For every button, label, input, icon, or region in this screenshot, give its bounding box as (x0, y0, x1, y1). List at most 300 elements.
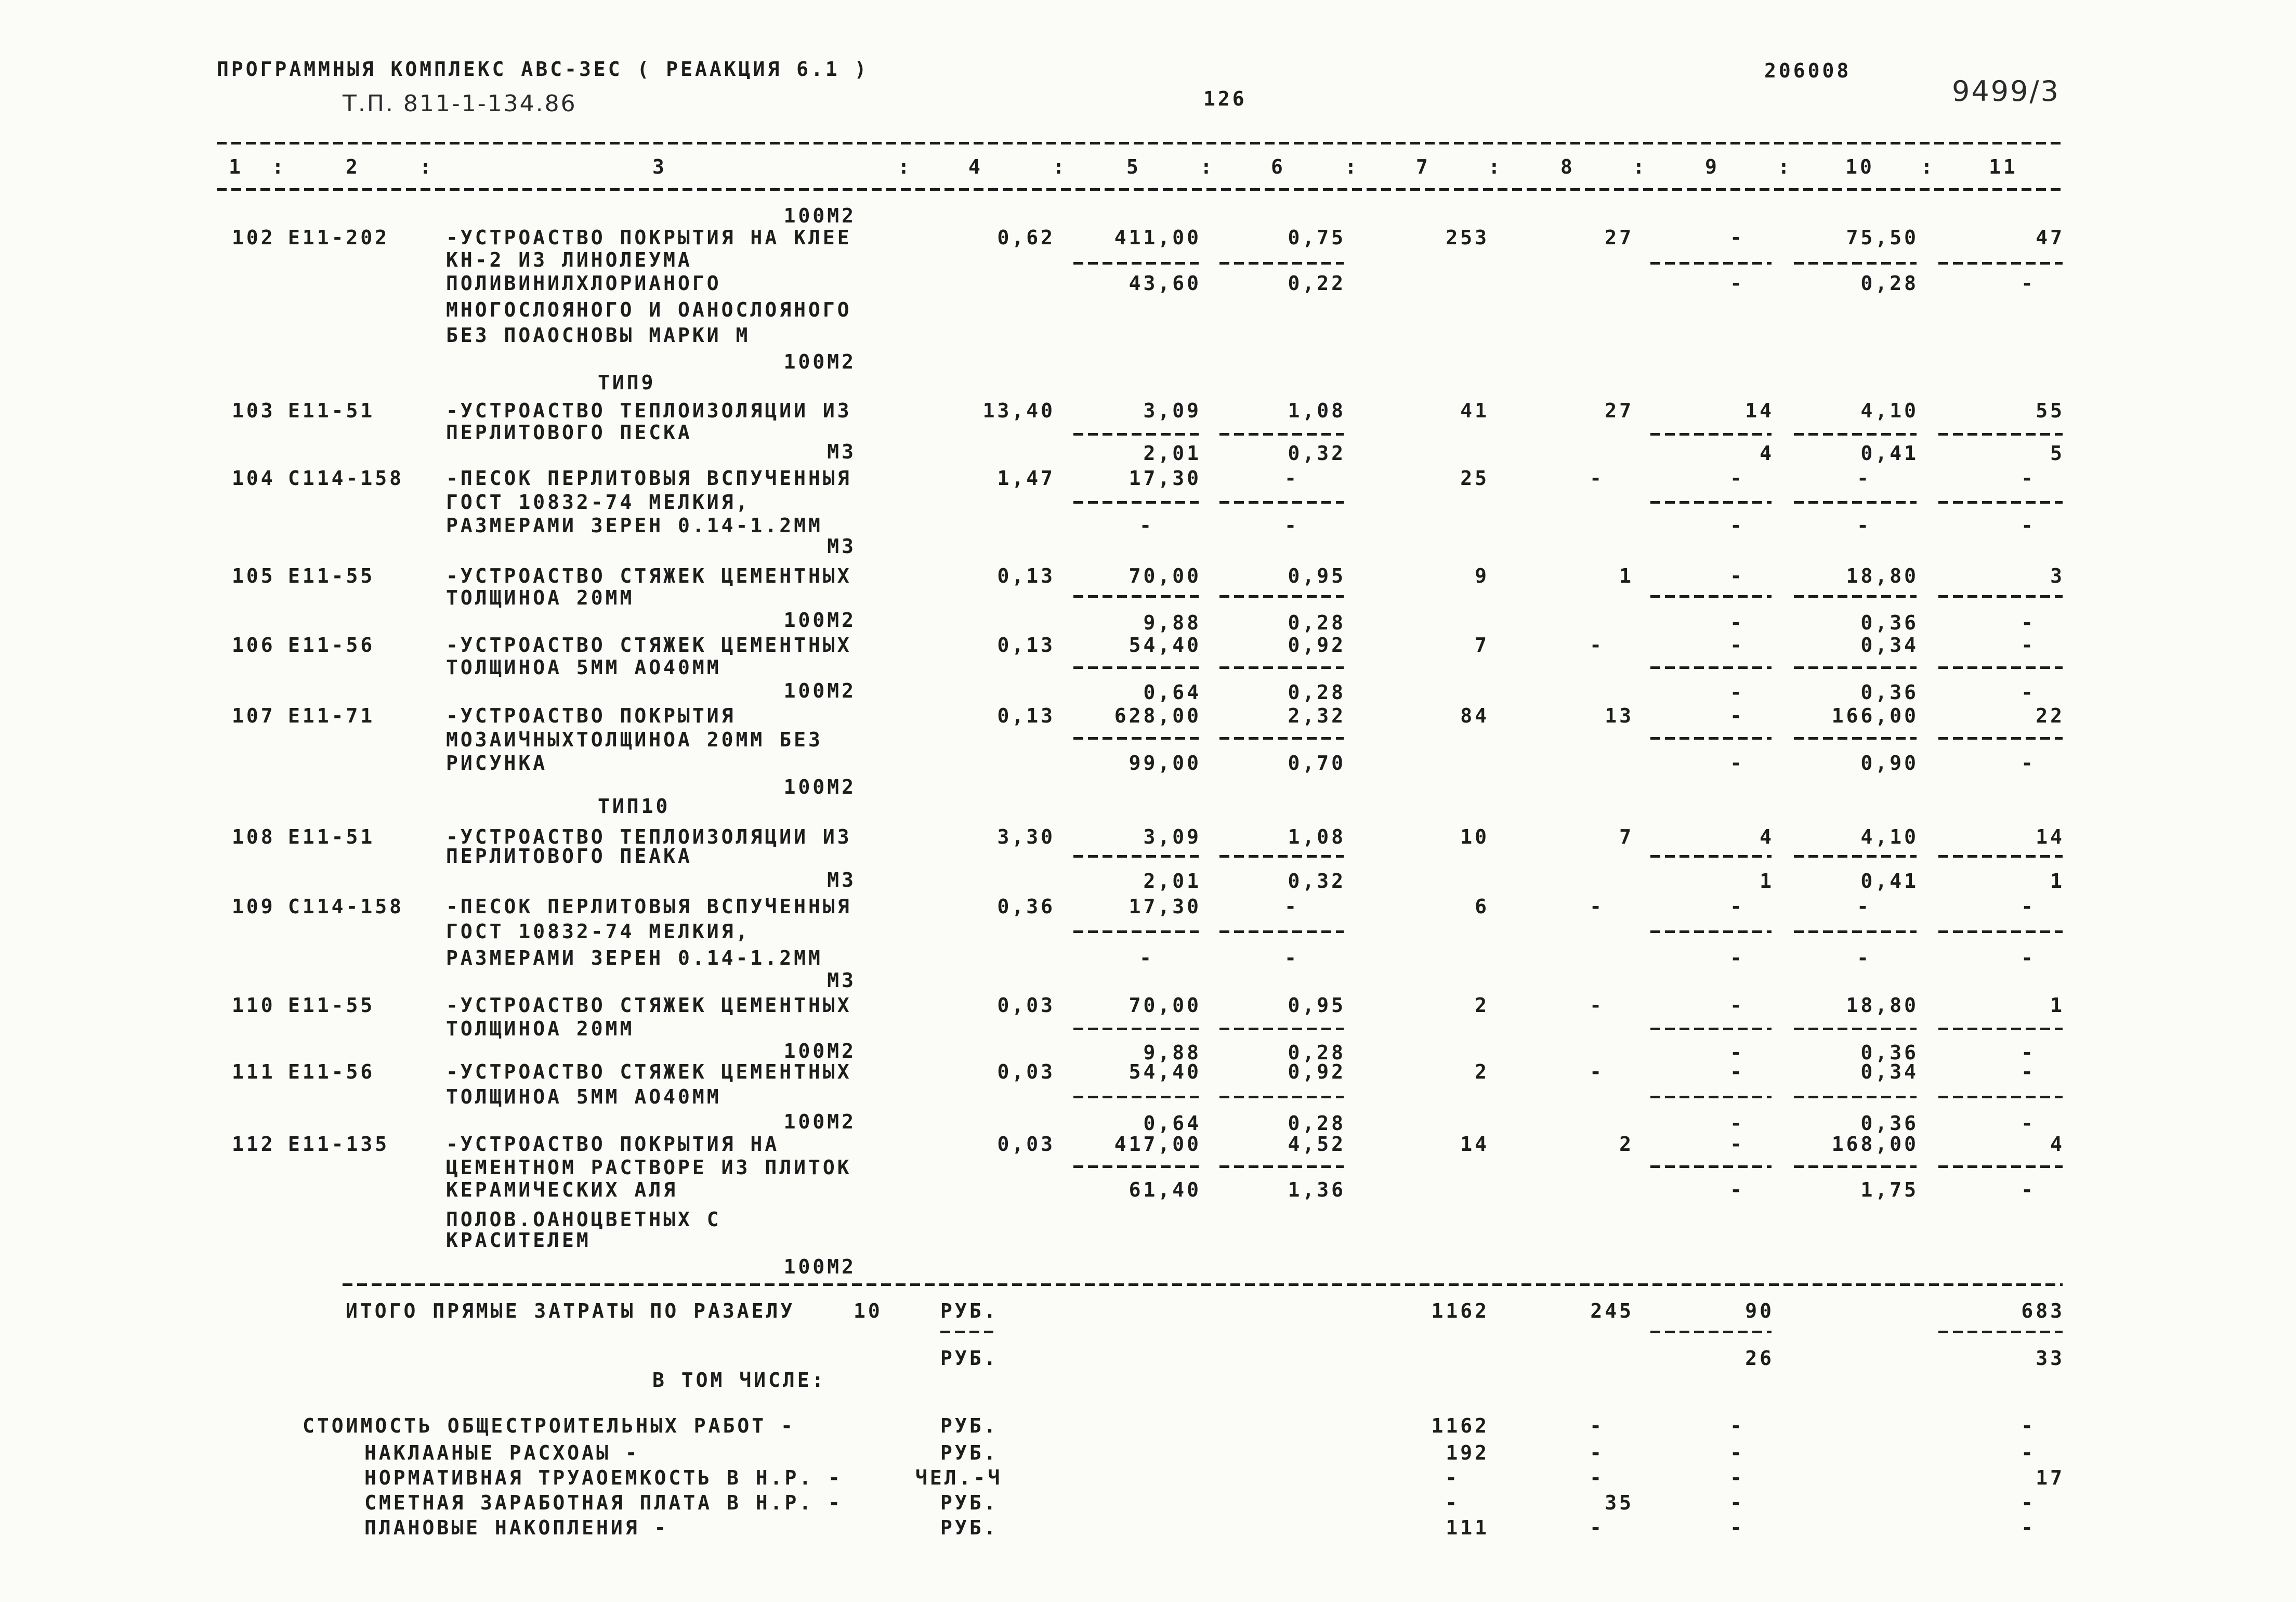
item-description-line: -УСТРОАСТВО СТЯЖЕК ЦЕМЕНТНЫХ (446, 994, 852, 1017)
totals-c9-rule (1650, 1331, 1772, 1333)
summary-label: ПЛАНОВЫЕ НАКОПЛЕНИЯ - (364, 1516, 669, 1539)
item-c11-value: - (2021, 634, 2036, 656)
item-rate-code: С114-158 (288, 467, 404, 490)
item-c5-value-lower: 0,64 (1143, 681, 1201, 704)
item-c10-value-lower: 0,41 (1860, 442, 1919, 465)
summary-label: СМЕТНАЯ ЗАРАБОТНАЯ ПЛАТА В Н.Р. - (364, 1491, 843, 1514)
item-c10-rule (1794, 855, 1917, 858)
item-c10-value: 18,80 (1846, 564, 1919, 587)
item-c6-value-lower: 1,36 (1288, 1178, 1346, 1201)
handwritten-sheet-number: 9499/3 (1952, 75, 2060, 108)
item-description-line: РАЗМЕРАМИ ЗЕРЕН 0.14-1.2ММ (446, 947, 823, 969)
item-c6-rule (1219, 1028, 1344, 1030)
item-c10-rule (1794, 1096, 1917, 1098)
item-c5-rule (1073, 666, 1199, 669)
item-c11-value: 3 (2050, 564, 2065, 587)
item-c11-value: - (2021, 467, 2036, 490)
item-c9-value-lower: - (1730, 514, 1744, 537)
item-unit: 100М2 (783, 1040, 856, 1062)
item-c6-value: 1,08 (1288, 399, 1346, 422)
summary-unit: РУБ. (940, 1491, 999, 1514)
item-c11-rule (1938, 930, 2063, 933)
column-separator: : (1633, 155, 1647, 178)
item-c6-rule (1219, 595, 1344, 598)
item-c7-value: 9 (1475, 564, 1489, 587)
totals-rule (343, 1283, 2063, 1286)
summary-c11-value: - (2021, 1414, 2036, 1437)
item-description-line: ГОСТ 10832-74 МЕЛКИЯ, (446, 491, 751, 514)
column-header-4: 4 (968, 155, 983, 178)
item-c5-rule (1073, 1096, 1199, 1098)
summary-c7-value: 1162 (1431, 1414, 1489, 1437)
item-c6-rule (1219, 433, 1344, 436)
totals-c11-rule (1938, 1331, 2063, 1333)
header-rule-bottom (217, 188, 2062, 191)
item-c11-rule (1938, 737, 2063, 740)
item-description-line: ТОЛЩИНОА 20ММ (446, 586, 635, 609)
item-number: 106 (232, 634, 275, 656)
item-unit: М3 (827, 969, 856, 992)
item-number: 104 (232, 467, 275, 490)
page-number: 126 (1203, 87, 1247, 110)
handwritten-project-number: Т.П. 811-1-134.86 (343, 90, 577, 117)
column-header-10: 10 (1845, 155, 1874, 178)
item-c5-value: 628,00 (1114, 704, 1201, 727)
totals-unit: РУБ. (940, 1299, 999, 1322)
item-rate-code: Е11-202 (288, 226, 390, 249)
item-description-line: КЕРАМИЧЕСКИХ АЛЯ (446, 1178, 678, 1201)
item-c9-value: - (1730, 1060, 1744, 1083)
summary-c9-value: - (1730, 1516, 1744, 1539)
item-c10-value: 166,00 (1831, 704, 1919, 727)
totals-c8-value: 245 (1590, 1299, 1634, 1322)
summary-unit: ЧЕЛ.-Ч (915, 1466, 1003, 1489)
item-unit: 100М2 (783, 609, 856, 632)
item-c9-value: - (1730, 895, 1744, 918)
item-c5-value: 17,30 (1129, 467, 1201, 490)
item-c11-value-lower: - (2021, 1112, 2036, 1135)
item-c6-value: - (1284, 467, 1299, 490)
item-c10-value-lower: 0,90 (1860, 752, 1919, 774)
item-c5-rule (1073, 501, 1199, 504)
item-description-line: -УСТРОАСТВО ПОКРЫТИЯ НА КЛЕЕ (446, 226, 852, 249)
item-c10-value-lower: 1,75 (1860, 1178, 1919, 1201)
item-c9-rule (1650, 930, 1772, 933)
item-c9-value-lower: - (1730, 1112, 1744, 1135)
item-unit: 100М2 (783, 679, 856, 702)
item-description-line: -УСТРОАСТВО СТЯЖЕК ЦЕМЕНТНЫХ (446, 634, 852, 656)
item-c10-value-lower: 0,36 (1860, 1041, 1919, 1064)
item-c9-value: 4 (1760, 825, 1774, 848)
header-rule-top (217, 142, 2062, 145)
item-c6-value: 0,95 (1288, 994, 1346, 1017)
item-c8-value: - (1590, 467, 1604, 490)
item-c5-value: 54,40 (1129, 634, 1201, 656)
item-c5-rule (1073, 855, 1199, 858)
item-quantity: 0,03 (997, 1060, 1055, 1083)
item-number: 110 (232, 994, 275, 1017)
item-quantity: 0,03 (997, 1133, 1055, 1155)
item-c8-value: 2 (1619, 1133, 1634, 1155)
summary-unit: РУБ. (940, 1516, 999, 1539)
item-rate-code: Е11-51 (288, 399, 375, 422)
summary-label: СТОИМОСТЬ ОБЩЕСТРОИТЕЛЬНЫХ РАБОТ - (303, 1414, 795, 1437)
type-heading: ТИП9 (598, 371, 656, 394)
item-c11-rule (1938, 855, 2063, 858)
item-c5-value-lower: 61,40 (1129, 1178, 1201, 1201)
item-c10-value: 75,50 (1846, 226, 1919, 249)
totals-c7-value: 1162 (1431, 1299, 1489, 1322)
summary-c9-value: - (1730, 1414, 1744, 1437)
item-c9-value: 14 (1745, 399, 1774, 422)
summary-c8-value: - (1590, 1441, 1604, 1464)
item-number: 108 (232, 825, 275, 848)
item-description-line: КН-2 ИЗ ЛИНОЛЕУМА (446, 248, 692, 271)
item-c5-value-lower: 99,00 (1129, 752, 1201, 774)
summary-c7-value: 111 (1446, 1516, 1489, 1539)
item-c11-rule (1938, 1165, 2063, 1168)
item-number: 103 (232, 399, 275, 422)
item-description-line: -УСТРОАСТВО СТЯЖЕК ЦЕМЕНТНЫХ (446, 1060, 852, 1083)
column-separator: : (1053, 155, 1067, 178)
item-c8-value: 1 (1619, 564, 1634, 587)
item-c10-value: 18,80 (1846, 994, 1919, 1017)
item-description-line: ТОЛЩИНОА 5ММ АО40ММ (446, 1085, 721, 1108)
item-description-line: -ПЕСОК ПЕРЛИТОВЫЯ ВСПУЧЕННЫЯ (446, 467, 852, 490)
item-c11-rule (1938, 501, 2063, 504)
item-c6-rule (1219, 855, 1344, 858)
item-unit: 100М2 (783, 776, 856, 798)
item-quantity: 0,03 (997, 994, 1055, 1017)
summary-c8-value: - (1590, 1516, 1604, 1539)
item-c10-value-lower: 0,36 (1860, 1112, 1919, 1135)
item-c5-value: 54,40 (1129, 1060, 1201, 1083)
item-unit: 100М2 (783, 1255, 856, 1278)
item-c9-value: - (1730, 634, 1744, 656)
column-separator: : (898, 155, 912, 178)
item-c11-rule (1938, 433, 2063, 436)
item-c6-value: 0,95 (1288, 564, 1346, 587)
item-description-line: ПОЛИВИНИЛХЛОРИАНОГО (446, 272, 721, 295)
item-number: 109 (232, 895, 275, 918)
item-rate-code: Е11-55 (288, 564, 375, 587)
column-header-6: 6 (1271, 155, 1285, 178)
item-description-line: -УСТРОАСТВО ТЕПЛОИЗОЛЯЦИИ ИЗ (446, 399, 852, 422)
item-c5-value: 3,09 (1143, 399, 1201, 422)
item-c8-value: 27 (1605, 226, 1634, 249)
item-c10-rule (1794, 1165, 1917, 1168)
item-description-line: -УСТРОАСТВО ПОКРЫТИЯ (446, 704, 736, 727)
column-separator: : (1200, 155, 1215, 178)
item-c11-rule (1938, 262, 2063, 265)
totals-section-number: 10 (854, 1299, 883, 1322)
item-c10-value: 168,00 (1831, 1133, 1919, 1155)
item-c10-value-lower: 0,41 (1860, 870, 1919, 892)
item-c10-value-lower: - (1857, 947, 1871, 969)
item-quantity: 3,30 (997, 825, 1055, 848)
item-c5-value-lower: 2,01 (1143, 870, 1201, 892)
item-c5-rule (1073, 262, 1199, 265)
item-c11-value: - (2021, 1060, 2036, 1083)
summary-c9-value: - (1730, 1491, 1744, 1514)
column-separator: : (419, 155, 434, 178)
item-c10-value-lower: 0,36 (1860, 611, 1919, 634)
program-header: ПРОГРАММНЫЯ КОМПЛЕКС АВС-ЗЕС ( РЕААКЦИЯ 6.1 ) (217, 58, 869, 81)
item-c9-value-lower: - (1730, 1178, 1744, 1201)
column-separator: : (272, 155, 286, 178)
item-description-line: -УСТРОАСТВО ПОКРЫТИЯ НА (446, 1133, 780, 1155)
item-c11-value: 4 (2050, 1133, 2065, 1155)
item-c6-rule (1219, 930, 1344, 933)
item-c5-rule (1073, 930, 1199, 933)
column-separator: : (1921, 155, 1935, 178)
item-c11-value-lower: - (2021, 272, 2036, 295)
item-c5-value-lower: 9,88 (1143, 1041, 1201, 1064)
item-c9-value-lower: - (1730, 947, 1744, 969)
item-c8-value: 7 (1619, 825, 1634, 848)
item-c9-rule (1650, 595, 1772, 598)
column-separator: : (1778, 155, 1792, 178)
item-c6-rule (1219, 737, 1344, 740)
column-header-1: 1 (229, 155, 243, 178)
item-c6-value-lower: 0,28 (1288, 681, 1346, 704)
totals-c11-value: 683 (2021, 1299, 2065, 1322)
item-description-line: ПЕРЛИТОВОГО ПЕАКА (446, 845, 692, 868)
item-quantity: 0,13 (997, 564, 1055, 587)
type-heading: ТИП10 (598, 795, 671, 818)
item-c11-value-lower: - (2021, 1178, 2036, 1201)
item-c6-value-lower: 0,70 (1288, 752, 1346, 774)
item-c7-value: 84 (1460, 704, 1489, 727)
item-c8-value: - (1590, 994, 1604, 1017)
item-c6-rule (1219, 501, 1344, 504)
item-c10-rule (1794, 433, 1917, 436)
item-c10-value: 0,34 (1860, 1060, 1919, 1083)
item-c5-value: 3,09 (1143, 825, 1201, 848)
item-c9-value-lower: - (1730, 272, 1744, 295)
item-quantity: 1,47 (997, 467, 1055, 490)
item-c7-value: 25 (1460, 467, 1489, 490)
item-number: 107 (232, 704, 275, 727)
item-quantity: 0,13 (997, 634, 1055, 656)
item-c8-value: - (1590, 895, 1604, 918)
item-description-line: МОЗАИЧНЫХТОЛЩИНОА 20ММ БЕЗ (446, 728, 823, 751)
item-unit: 100М2 (783, 350, 856, 373)
item-c5-value: 411,00 (1114, 226, 1201, 249)
item-c11-value-lower: - (2021, 681, 2036, 704)
item-c10-rule (1794, 737, 1917, 740)
column-header-9: 9 (1705, 155, 1720, 178)
item-c5-value-lower: 43,60 (1129, 272, 1201, 295)
item-c8-value: - (1590, 634, 1604, 656)
item-description-line: -УСТРОАСТВО ТЕПЛОИЗОЛЯЦИИ ИЗ (446, 825, 852, 848)
item-c10-rule (1794, 595, 1917, 598)
item-c9-rule (1650, 501, 1772, 504)
summary-c7-value: - (1445, 1466, 1460, 1489)
column-header-5: 5 (1126, 155, 1141, 178)
item-c6-rule (1219, 666, 1344, 669)
column-header-11: 11 (1989, 155, 2018, 178)
item-c10-value-lower: - (1857, 514, 1871, 537)
item-c5-value: 70,00 (1129, 564, 1201, 587)
item-c9-value: - (1730, 704, 1744, 727)
item-c7-value: 10 (1460, 825, 1489, 848)
item-c10-value: - (1857, 467, 1871, 490)
item-rate-code: Е11-51 (288, 825, 375, 848)
item-c6-value: - (1284, 895, 1299, 918)
totals-c9-value: 90 (1745, 1299, 1774, 1322)
summary-c8-value: 35 (1605, 1491, 1634, 1514)
item-c9-rule (1650, 1165, 1772, 1168)
document-code: 206008 (1764, 59, 1852, 82)
item-c6-value-lower: 0,32 (1288, 442, 1346, 465)
item-c6-value-lower: 0,32 (1288, 870, 1346, 892)
item-c9-value: - (1730, 564, 1744, 587)
item-c9-rule (1650, 855, 1772, 858)
item-c7-value: 2 (1475, 994, 1489, 1017)
item-unit: 100М2 (783, 1110, 856, 1133)
item-c8-value: 13 (1605, 704, 1634, 727)
item-c9-rule (1650, 737, 1772, 740)
item-c5-value-lower: - (1139, 514, 1154, 537)
summary-c11-value: - (2021, 1491, 2036, 1514)
item-c5-rule (1073, 595, 1199, 598)
item-c10-rule (1794, 262, 1917, 265)
item-description-line: ТОЛЩИНОА 20ММ (446, 1017, 635, 1040)
item-c9-value-lower: 4 (1760, 442, 1774, 465)
item-c6-value-lower: 0,28 (1288, 1041, 1346, 1064)
item-description-line: БЕЗ ПОАОСНОВЫ МАРКИ М (446, 324, 751, 347)
item-c6-value-lower: - (1284, 947, 1299, 969)
column-separator: : (1345, 155, 1359, 178)
item-c9-value-lower: - (1730, 752, 1744, 774)
item-c6-rule (1219, 1096, 1344, 1098)
item-c11-value: 1 (2050, 994, 2065, 1017)
column-header-3: 3 (652, 155, 667, 178)
item-c9-value-lower: - (1730, 611, 1744, 634)
item-quantity: 0,62 (997, 226, 1055, 249)
item-c9-rule (1650, 1096, 1772, 1098)
item-c10-rule (1794, 666, 1917, 669)
item-c6-value-lower: 0,28 (1288, 1112, 1346, 1135)
item-c11-value: 22 (2036, 704, 2065, 727)
item-c5-value-lower: 9,88 (1143, 611, 1201, 634)
item-c6-rule (1219, 1165, 1344, 1168)
item-c6-value: 4,52 (1288, 1133, 1346, 1155)
item-rate-code: С114-158 (288, 895, 404, 918)
item-c7-value: 14 (1460, 1133, 1489, 1155)
summary-c8-value: - (1590, 1466, 1604, 1489)
totals-c11-value-lower: 33 (2036, 1347, 2065, 1370)
item-c5-value-lower: 0,64 (1143, 1112, 1201, 1135)
item-c9-value: - (1730, 994, 1744, 1017)
summary-unit: РУБ. (940, 1414, 999, 1437)
item-c7-value: 6 (1475, 895, 1489, 918)
item-c11-rule (1938, 595, 2063, 598)
summary-c11-value: - (2021, 1516, 2036, 1539)
item-description-line: КРАСИТЕЛЕМ (446, 1229, 591, 1252)
item-description-line: ЦЕМЕНТНОМ РАСТВОРЕ ИЗ ПЛИТОК (446, 1156, 852, 1179)
item-c10-value: 0,34 (1860, 634, 1919, 656)
item-c5-value-lower: - (1139, 947, 1154, 969)
item-c11-rule (1938, 666, 2063, 669)
item-c6-rule (1219, 262, 1344, 265)
item-c11-value-lower: - (2021, 752, 2036, 774)
totals-label: ИТОГО ПРЯМЫЕ ЗАТРАТЫ ПО РАЗАЕЛУ (346, 1299, 795, 1322)
item-c9-value-lower: - (1730, 1041, 1744, 1064)
item-description-line: МНОГОСЛОЯНОГО И ОАНОСЛОЯНОГО (446, 298, 852, 321)
item-c5-value: 17,30 (1129, 895, 1201, 918)
totals-unit-lower: РУБ. (940, 1347, 999, 1370)
item-c6-value: 2,32 (1288, 704, 1346, 727)
item-description-line: -УСТРОАСТВО СТЯЖЕК ЦЕМЕНТНЫХ (446, 564, 852, 587)
item-c7-value: 253 (1446, 226, 1489, 249)
item-c5-rule (1073, 737, 1199, 740)
item-c6-value-lower: 0,22 (1288, 272, 1346, 295)
item-c11-rule (1938, 1028, 2063, 1030)
carry-over-unit: 100М2 (783, 204, 856, 227)
item-c11-rule (1938, 1096, 2063, 1098)
item-c5-value: 417,00 (1114, 1133, 1201, 1155)
summary-label: НОРМАТИВНАЯ ТРУАОЕМКОСТЬ В Н.Р. - (364, 1466, 843, 1489)
summary-c9-value: - (1730, 1466, 1744, 1489)
item-c11-value-lower: 1 (2050, 870, 2065, 892)
item-c11-value: 47 (2036, 226, 2065, 249)
item-c5-rule (1073, 1165, 1199, 1168)
item-c9-value-lower: 1 (1760, 870, 1774, 892)
item-rate-code: Е11-56 (288, 1060, 375, 1083)
item-rate-code: Е11-55 (288, 994, 375, 1017)
item-description-line: ПЕРЛИТОВОГО ПЕСКА (446, 421, 692, 444)
item-c11-value: 55 (2036, 399, 2065, 422)
item-c6-value: 0,92 (1288, 1060, 1346, 1083)
item-rate-code: Е11-71 (288, 704, 375, 727)
item-number: 111 (232, 1060, 275, 1083)
item-number: 105 (232, 564, 275, 587)
item-quantity: 13,40 (982, 399, 1055, 422)
item-description-line: ПОЛОВ.ОАНОЦВЕТНЫХ С (446, 1208, 721, 1231)
item-description-line: РИСУНКА (446, 752, 548, 774)
item-c9-value: - (1730, 1133, 1744, 1155)
item-c10-value: - (1857, 895, 1871, 918)
summary-c11-value: - (2021, 1441, 2036, 1464)
item-c9-rule (1650, 433, 1772, 436)
item-number: 102 (232, 226, 275, 249)
item-c10-value-lower: 0,36 (1860, 681, 1919, 704)
item-c9-value: - (1730, 467, 1744, 490)
item-c8-value: - (1590, 1060, 1604, 1083)
column-header-2: 2 (346, 155, 360, 178)
item-c7-value: 41 (1460, 399, 1489, 422)
summary-c7-value: 192 (1446, 1441, 1489, 1464)
summary-c8-value: - (1590, 1414, 1604, 1437)
item-c9-rule (1650, 1028, 1772, 1030)
item-c6-value: 1,08 (1288, 825, 1346, 848)
item-c11-value: - (2021, 895, 2036, 918)
item-c6-value: 0,92 (1288, 634, 1346, 656)
item-c6-value-lower: 0,28 (1288, 611, 1346, 634)
item-c11-value: 14 (2036, 825, 2065, 848)
item-c10-value: 4,10 (1860, 825, 1919, 848)
item-c7-value: 2 (1475, 1060, 1489, 1083)
item-c6-value: 0,75 (1288, 226, 1346, 249)
totals-c9-value-lower: 26 (1745, 1347, 1774, 1370)
item-c8-value: 27 (1605, 399, 1634, 422)
item-unit: М3 (827, 869, 856, 891)
summary-c11-value: 17 (2036, 1466, 2065, 1489)
item-c5-value-lower: 2,01 (1143, 442, 1201, 465)
item-c6-value-lower: - (1284, 514, 1299, 537)
